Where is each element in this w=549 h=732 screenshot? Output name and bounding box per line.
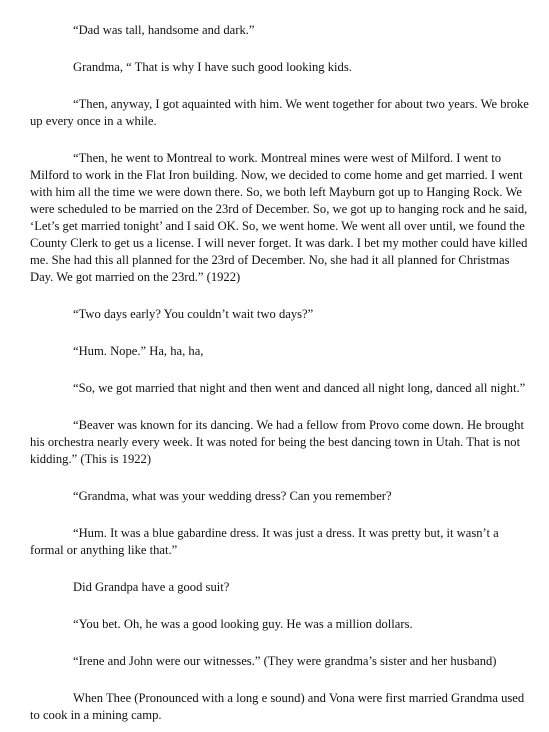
paragraph-12: “You bet. Oh, he was a good looking guy. He was a million dollars. bbox=[73, 617, 413, 631]
paragraph-1: “Dad was tall, handsome and dark.” bbox=[73, 23, 255, 37]
paragraph-6: “Hum. Nope.” Ha, ha, ha, bbox=[73, 344, 204, 358]
paragraph-8: “Beaver was known for its dancing. We had a fellow from Provo come down. He brought his orchestra nearly every week. It was noted for being the best dancing town in Utah. That is not kidding.” (This is 1922) bbox=[30, 418, 524, 466]
paragraph-13: “Irene and John were our witnesses.” (They were grandma’s sister and her husband) bbox=[73, 654, 497, 668]
paragraph-3: “Then, anyway, I got aquainted with him. We went together for about two years. We broke up every once in a while. bbox=[30, 97, 529, 128]
paragraph-2: Grandma, “ That is why I have such good looking kids. bbox=[73, 60, 352, 74]
paragraph-14: When Thee (Pronounced with a long e sound) and Vona were first married Grandma used to cook in a mining camp. bbox=[30, 691, 525, 722]
paragraph-10: “Hum. It was a blue gabardine dress. It was just a dress. It was pretty but, it wasn’t a formal or anything like that.” bbox=[30, 526, 499, 557]
paragraph-9: “Grandma, what was your wedding dress? Can you remember? bbox=[73, 489, 392, 503]
paragraph-11: Did Grandpa have a good suit? bbox=[73, 580, 230, 594]
paragraph-5: “Two days early? You couldn’t wait two days?” bbox=[73, 307, 314, 321]
paragraph-7: “So, we got married that night and then went and danced all night long, danced all night.” bbox=[73, 381, 526, 395]
paragraph-4: “Then, he went to Montreal to work. Montreal mines were west of Milford. I went to Milford to work in the Flat Iron building. Now, we decided to come home and get married. I went with him all the time we were down there. So, we both left Mayburn got up to Hanging Rock. We were scheduled to be married on the 23rd of December. So, we got up to hanging rock and he said, ‘Let’s get married tonight’ and I said OK. So, we went home. We went all over until, we found the County Clerk to get us a license. I will never forget. It was dark. I bet my mother could have killed me. She had this all planned for the 23rd of December. No, she had it all planned for Christmas Day. We got married on the 23rd.” (1922) bbox=[30, 151, 528, 284]
